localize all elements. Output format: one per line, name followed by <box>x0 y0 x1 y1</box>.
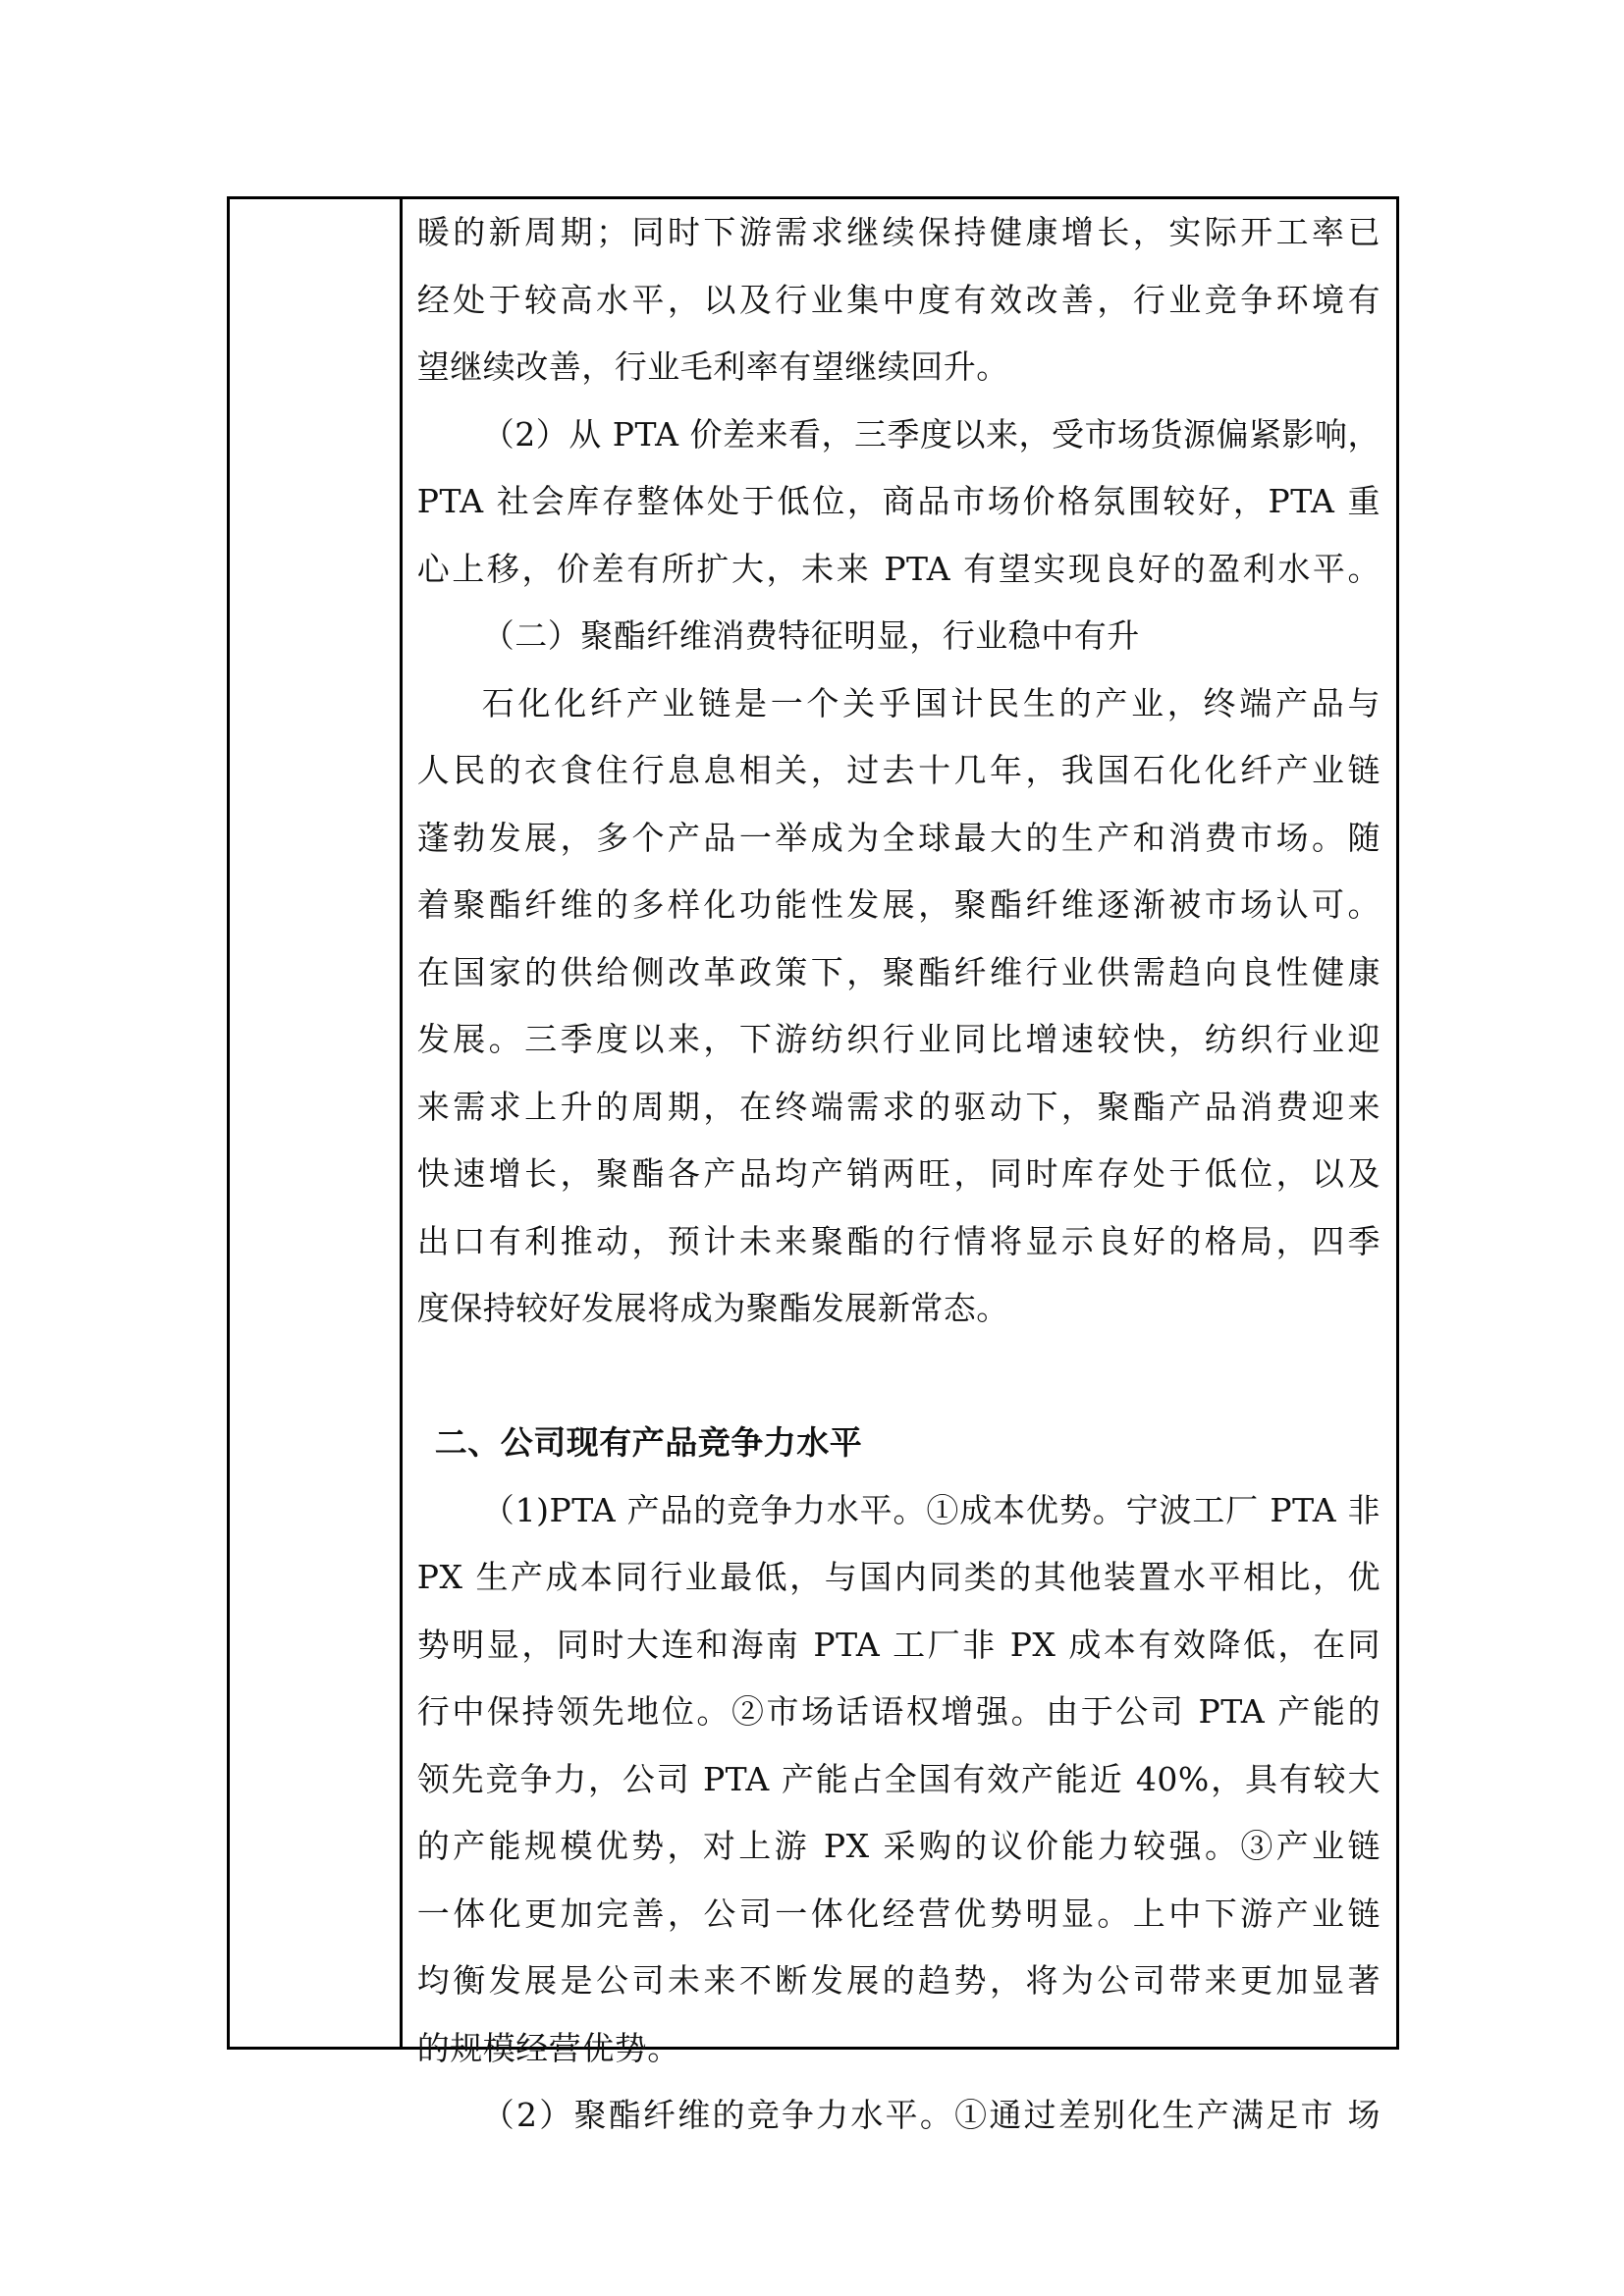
text-line: 行中保持领先地位。②市场话语权增强。由于公司 PTA 产能的 <box>416 1692 1380 1731</box>
text-line: 势明显，同时大连和海南 PTA 工厂非 PX 成本有效降低，在同 <box>416 1625 1380 1664</box>
text-line: 发展。三季度以来，下游纺织行业同比增速较快，纺织行业迎 <box>416 1020 1380 1058</box>
text-line: 一体化更加完善，公司一体化经营优势明显。上中下游产业链 <box>416 1894 1380 1933</box>
document-table <box>227 196 1399 2134</box>
text-line: 度保持较好发展将成为聚酯发展新常态。 <box>416 1289 1009 1327</box>
text-line: 望继续改善，行业毛利率有望继续回升。 <box>416 347 1009 386</box>
paragraph-start-line: 石化化纤产业链是一个关乎国计民生的产业，终端产品与 <box>481 683 1380 722</box>
paragraph-start-line: （2）聚酯纤维的竞争力水平。①通过差别化生产满足市 场 <box>481 2096 1380 2134</box>
text-line: 均衡发展是公司未来不断发展的趋势，将为公司带来更加显著 <box>416 1961 1380 2000</box>
text-line: 在国家的供给侧改革政策下，聚酯纤维行业供需趋向良性健康 <box>416 952 1380 991</box>
table-right-cell <box>403 199 1396 2134</box>
paragraph-start-line: （1)PTA 产品的竞争力水平。①成本优势。宁波工厂 PTA 非 <box>481 1490 1380 1529</box>
paragraph-start-line: （2）从 PTA 价差来看，三季度以来，受市场货源偏紧影响， <box>481 414 1380 454</box>
text-line: 人民的衣食住行息息相关，过去十几年，我国石化化纤产业链 <box>416 751 1380 789</box>
section-heading: 二、公司现有产品竞争力水平 <box>434 1423 863 1462</box>
text-line: 出口有利推动，预计未来聚酯的行情将显示良好的格局，四季 <box>416 1221 1380 1260</box>
subsection-heading: （二）聚酯纤维消费特征明显，行业稳中有升 <box>481 616 1140 655</box>
text-line: 心上移，价差有所扩大，未来 PTA 有望实现良好的盈利水平。 <box>416 549 1380 588</box>
text-line: 暖的新周期；同时下游需求继续保持健康增长，实际开工率已 <box>416 213 1380 251</box>
text-line: 蓬勃发展，多个产品一举成为全球最大的生产和消费市场。随 <box>416 818 1380 857</box>
text-line: 经处于较高水平，以及行业集中度有效改善，行业竞争环境有 <box>416 280 1380 319</box>
blank-line <box>417 1343 1380 1411</box>
text-line: 快速增长，聚酯各产品均产销两旺，同时库存处于低位，以及 <box>416 1154 1380 1193</box>
text-line: 着聚酯纤维的多样化功能性发展，聚酯纤维逐渐被市场认可。 <box>416 885 1380 924</box>
text-line: PTA 社会库存整体处于低位，商品市场价格氛围较好，PTA 重 <box>416 482 1380 520</box>
text-line: 的规模经营优势。 <box>416 2028 680 2067</box>
text-line: 来需求上升的周期，在终端需求的驱动下，聚酯产品消费迎来 <box>416 1087 1380 1126</box>
text-line: 领先竞争力，公司 PTA 产能占全国有效产能近 40%，具有较大 <box>416 1759 1380 1798</box>
table-left-cell <box>230 199 403 2047</box>
text-line: 的产能规模优势，对上游 PX 采购的议价能力较强。③产业链 <box>416 1827 1380 1865</box>
text-line: PX 生产成本同行业最低，与国内同类的其他装置水平相比，优 <box>416 1558 1380 1596</box>
